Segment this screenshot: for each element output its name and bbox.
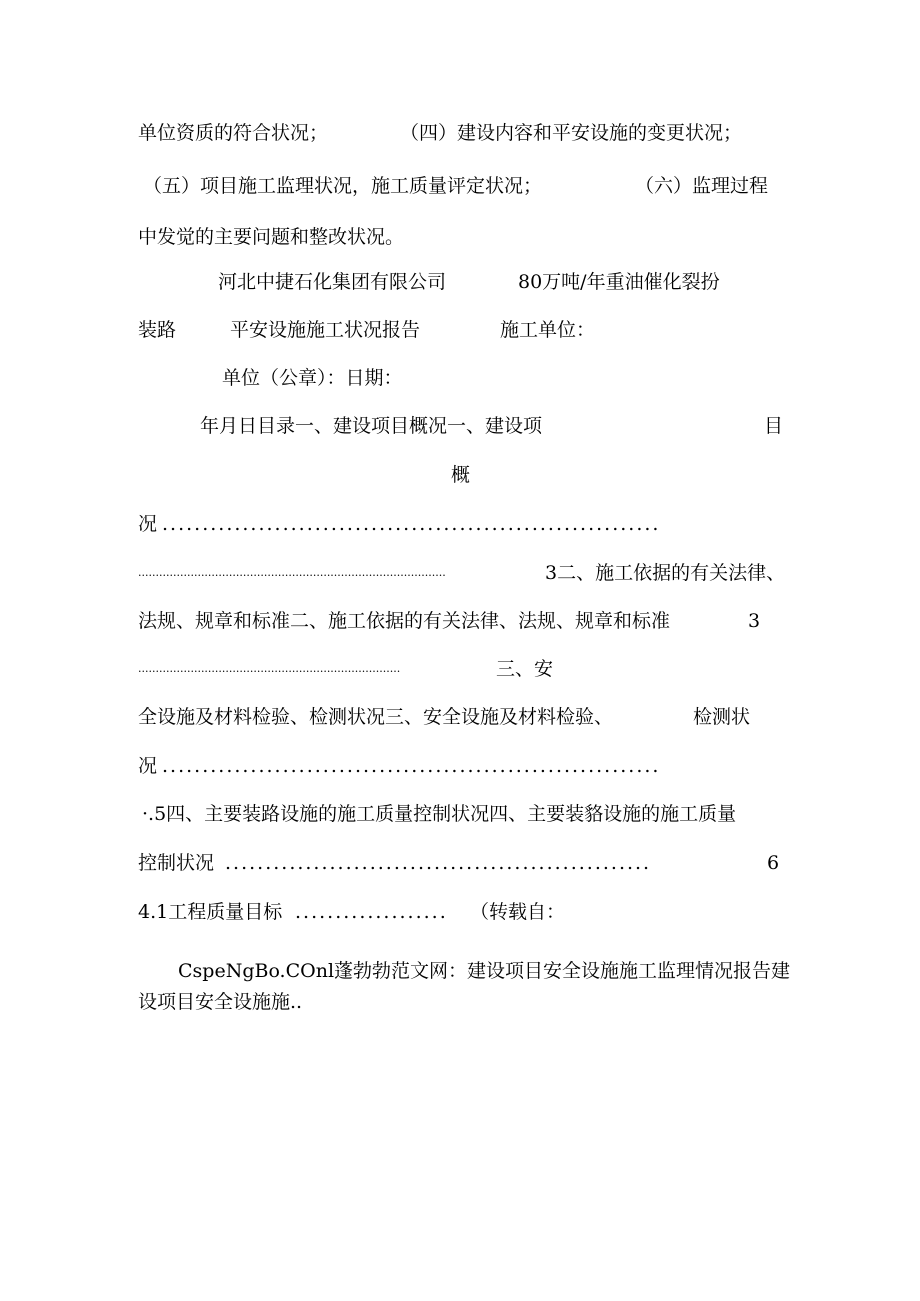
text-fragment: （四）建设内容和平安设施的变更状况； <box>400 122 743 144</box>
text-line <box>0 409 920 443</box>
text-fragment: 况 <box>138 755 158 777</box>
text-fragment: 装路 <box>138 319 177 341</box>
dot-leader: ..................................................... <box>225 852 652 874</box>
dot-leader: .............................................................. <box>162 755 661 777</box>
dot-leader: ........................................................................... <box>138 662 401 675</box>
toc-line <box>0 846 920 880</box>
text-fragment: 年月日目录一、建设项目概况一、建设项 <box>200 415 543 437</box>
text-fragment: 单位（公章）：日期： <box>222 367 403 389</box>
dot-leader: ................... <box>295 901 448 923</box>
text-line <box>0 116 920 150</box>
toc-line <box>0 604 920 638</box>
text-fragment: 单位资质的符合状况； <box>138 122 329 144</box>
text-line <box>0 361 920 395</box>
text-line <box>0 169 920 203</box>
toc-line <box>0 556 920 590</box>
text-fragment: 全设施及材料检验、检测状况三、安全设施及材料检验、 <box>138 706 614 728</box>
text-line <box>0 313 920 347</box>
text-fragment: 河北中捷石化集团有限公司 <box>218 271 447 293</box>
text-fragment: ·.5四、主要装路设施的施工质量控制状况四、主要装貉设施的施工质量 <box>142 803 737 825</box>
text-line <box>0 265 920 299</box>
text-fragment: 设项目安全设施施.. <box>138 991 303 1013</box>
text-fragment: 3 <box>748 610 761 632</box>
text-fragment: 检测状 <box>693 706 751 728</box>
text-fragment: 概 <box>451 464 471 486</box>
dot-leader: ........................................................................................ <box>138 566 446 579</box>
toc-line <box>0 652 920 686</box>
text-fragment: 4.1工程质量目标 <box>138 901 283 923</box>
toc-line <box>0 700 920 734</box>
text-fragment: 6 <box>767 852 780 874</box>
dot-leader: .............................................................. <box>162 513 661 535</box>
text-fragment: 平安设施施工状况报告 <box>230 319 421 341</box>
text-fragment: （五）项目施工监理状况，施工质量评定状况； <box>143 175 543 197</box>
text-fragment: 施工单位： <box>500 319 596 341</box>
text-fragment: 中发觉的主要问题和整改状况。 <box>138 226 405 248</box>
toc-line <box>0 797 920 831</box>
toc-line <box>0 749 920 783</box>
text-fragment: 况 <box>138 513 158 535</box>
text-fragment: 3二、施工依据的有关法律、 <box>545 562 786 584</box>
text-fragment: 三、安 <box>496 658 554 680</box>
toc-line <box>0 895 920 929</box>
text-fragment: 目 <box>764 415 784 437</box>
text-fragment: 80万吨/年重油催化裂扮 <box>518 271 720 293</box>
text-line <box>0 458 920 492</box>
text-line <box>0 954 920 988</box>
text-line <box>0 220 920 254</box>
text-fragment: CspeNgBo.COnl蓬勃勃范文网：建设项目安全设施施工监理情况报告建 <box>178 960 791 982</box>
text-fragment: 控制状况 <box>138 852 215 874</box>
text-fragment: （转载自： <box>470 901 566 923</box>
text-fragment: 法规、规章和标准二、施工依据的有关法律、法规、规章和标准 <box>138 610 671 632</box>
text-fragment: （六）监理过程 <box>635 175 769 197</box>
toc-line <box>0 507 920 541</box>
text-line <box>0 985 920 1019</box>
